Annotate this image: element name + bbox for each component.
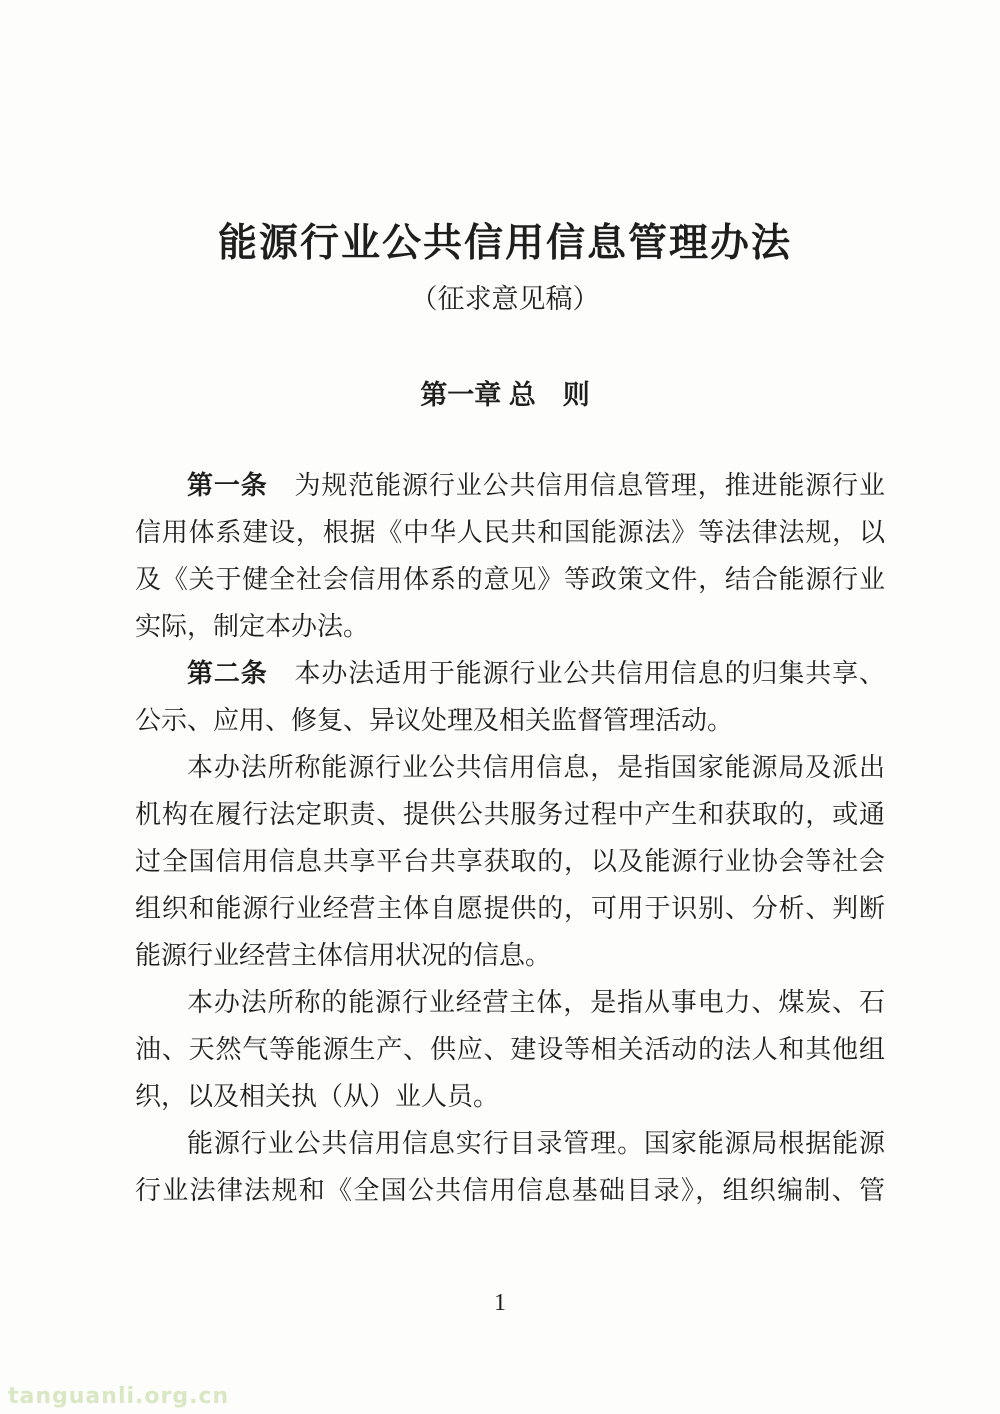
document-line: 行业法律法规和《全国公共信用信息基础目录》，组织编制、管 bbox=[135, 1176, 885, 1205]
document-line: 第一条 为规范能源行业公共信用信息管理，推进能源行业 bbox=[187, 470, 885, 500]
document-line: 组织和能源行业经营主体自愿提供的，可用于识别、分析、判断 bbox=[135, 894, 885, 923]
document-line: 油、天然气等能源生产、供应、建设等相关活动的法人和其他组 bbox=[135, 1035, 885, 1064]
document-line: 织，以及相关执（从）业人员。 bbox=[135, 1082, 500, 1111]
document-line: 能源行业经营主体信用状况的信息。 bbox=[135, 941, 552, 970]
chapter-heading: 第一章 总 则 bbox=[420, 380, 590, 410]
document-line: 信用体系建设，根据《中华人民共和国能源法》等法律法规，以 bbox=[135, 518, 885, 547]
document-line: 过全国信用信息共享平台共享获取的，以及能源行业协会等社会 bbox=[135, 847, 885, 876]
page-number: 1 bbox=[494, 1290, 506, 1316]
article-number: 第一条 bbox=[187, 470, 268, 500]
document-line: 及《关于健全社会信用体系的意见》等政策文件，结合能源行业 bbox=[135, 565, 885, 594]
document-line: 本办法所称能源行业公共信用信息，是指国家能源局及派出 bbox=[187, 753, 885, 782]
document-body bbox=[135, 462, 885, 1214]
watermark: tanguanli.org.cn bbox=[8, 1384, 230, 1409]
document-line: 第二条 本办法适用于能源行业公共信用信息的归集共享、 bbox=[187, 658, 885, 688]
document-title: 能源行业公共信用信息管理办法 bbox=[217, 222, 792, 265]
document-line: 实际，制定本办法。 bbox=[135, 612, 370, 641]
document-line: 机构在履行法定职责、提供公共服务过程中产生和获取的，或通 bbox=[135, 800, 885, 829]
document-line: 公示、应用、修复、异议处理及相关监督管理活动。 bbox=[135, 706, 734, 735]
article-number: 第二条 bbox=[187, 658, 268, 688]
document-line: 本办法所称的能源行业经营主体，是指从事电力、煤炭、石 bbox=[187, 988, 885, 1017]
document-line: 能源行业公共信用信息实行目录管理。国家能源局根据能源 bbox=[187, 1129, 885, 1158]
document-subtitle: （征求意见稿） bbox=[410, 284, 600, 314]
